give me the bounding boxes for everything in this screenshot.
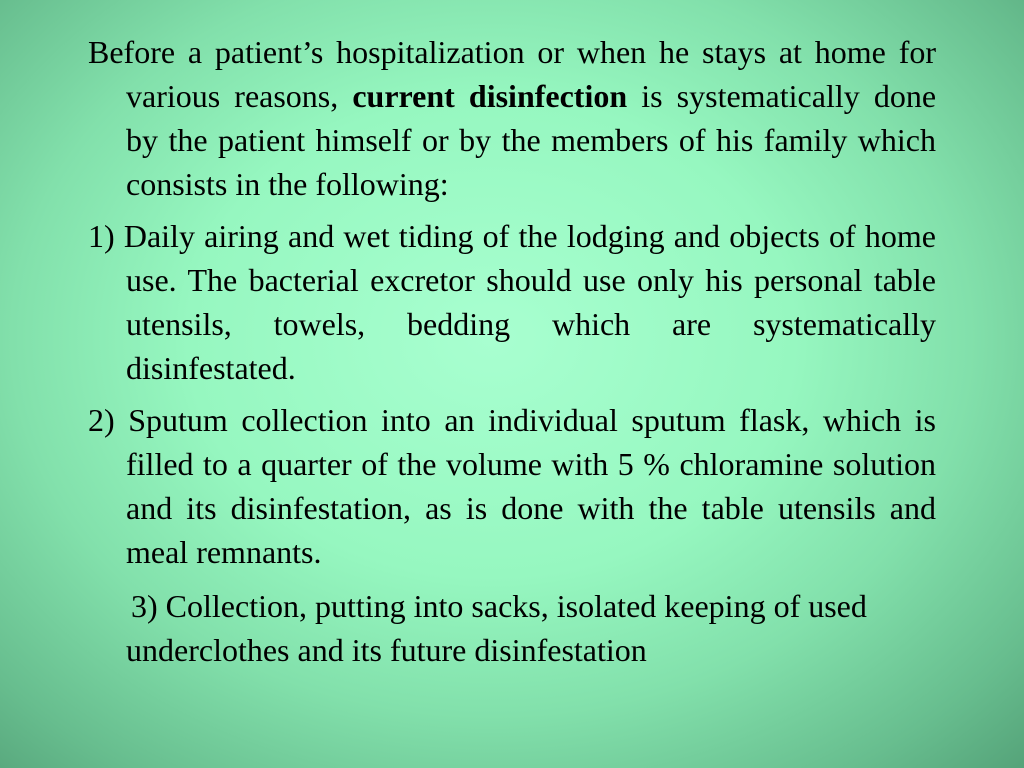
intro-text-continued: is systematically done by the patient himself or by the members of his family which consists in the following: bbox=[126, 78, 937, 202]
list-item-1: 1) Daily airing and wet tiding of the lodging and objects of home use. The bacterial excretor should use only his personal table utensils, towels, bedding which are systematically disinfestated. bbox=[88, 218, 936, 386]
slide-body bbox=[88, 30, 936, 680]
list-item-3: 3) Collection, putting into sacks, isolated keeping of used underclothes and its future disinfestation bbox=[126, 588, 867, 668]
intro-text: Before a patient’s hospitalization or when he stays at home for various reasons, bbox=[88, 34, 936, 114]
intro-bold-term: current disinfection bbox=[352, 78, 628, 114]
list-item-2: 2) Sputum collection into an individual sputum flask, which is filled to a quarter of the volume with 5 % chloramine solution and its disinfestation, as is done with the table utensils and meal remnants. bbox=[88, 402, 936, 570]
intro-paragraph bbox=[88, 30, 936, 206]
